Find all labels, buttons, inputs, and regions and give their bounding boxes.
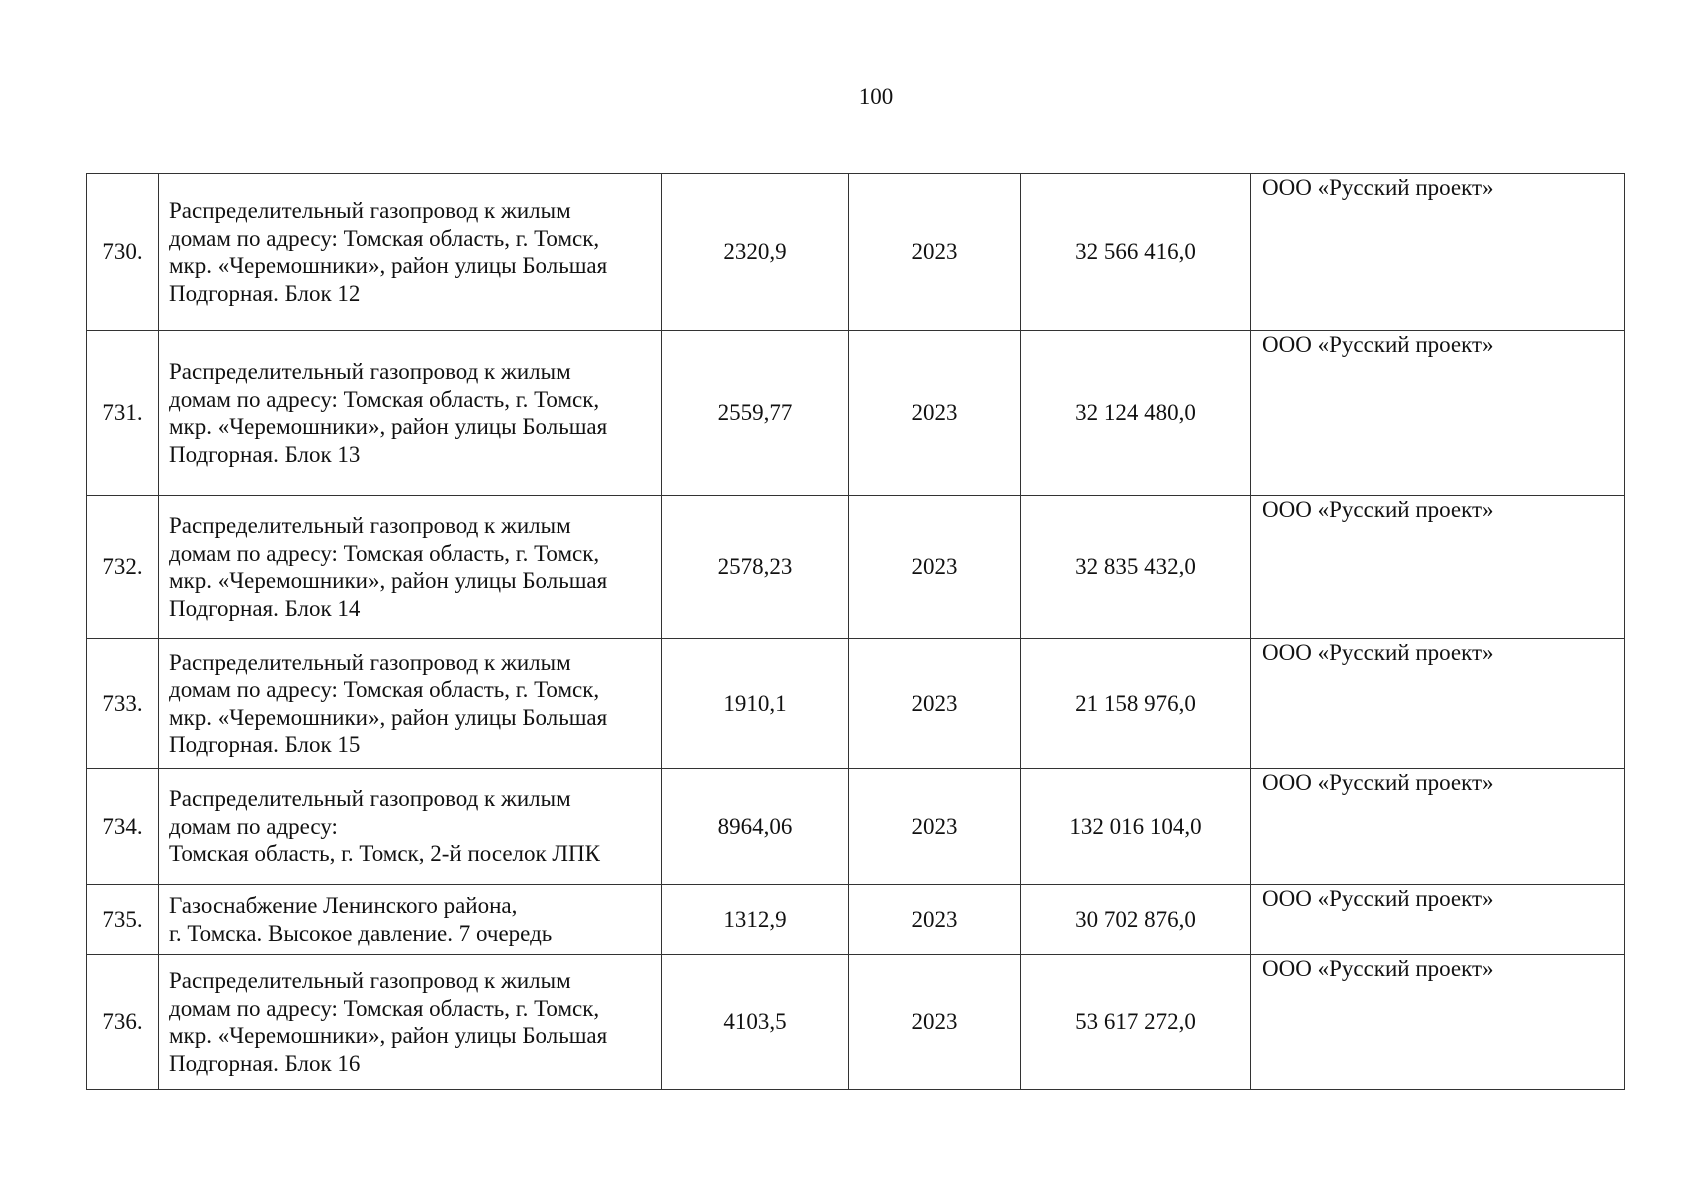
row-number: 731. (87, 331, 159, 496)
row-number: 734. (87, 769, 159, 885)
row-number: 733. (87, 639, 159, 769)
object-name-line: Распределительный газопровод к жилым (169, 513, 571, 538)
year-cell: 2023 (849, 331, 1021, 496)
cost-cell: 21 158 976,0 (1021, 639, 1251, 769)
object-name (159, 955, 662, 1090)
object-name-line: Распределительный газопровод к жилым (169, 786, 571, 812)
object-name-line: Распределительный газопровод к жилым (169, 968, 571, 993)
year-cell: 2023 (849, 496, 1021, 639)
object-name (159, 885, 662, 955)
object-name-line: мкр. «Черемошники», район улицы Большая (169, 704, 608, 730)
object-name-line: мкр. «Черемошники», район улицы Большая (169, 414, 608, 439)
object-name-line: Газоснабжение Ленинского района, (169, 893, 518, 918)
row-number: 735. (87, 885, 159, 955)
object-name (159, 639, 662, 769)
table-row (87, 639, 1625, 769)
organization-cell: ООО «Русский проект» (1251, 769, 1625, 885)
object-name (159, 496, 662, 639)
length-cell: 1910,1 (662, 639, 849, 769)
length-cell: 2559,77 (662, 331, 849, 496)
organization-cell: ООО «Русский проект» (1251, 639, 1625, 769)
object-name-line: г. Томска. Высокое давление. 7 очередь (169, 920, 553, 946)
object-name-line: Подгорная. Блок 16 (169, 1050, 361, 1076)
organization-cell: ООО «Русский проект» (1251, 496, 1625, 639)
projects-table (86, 173, 1625, 1090)
row-number: 730. (87, 174, 159, 331)
length-cell: 2320,9 (662, 174, 849, 331)
object-name-line: Подгорная. Блок 12 (169, 280, 361, 306)
length-cell: 1312,9 (662, 885, 849, 955)
object-name-line: домам по адресу: Томская область, г. Томск, (169, 677, 600, 702)
cost-cell: 32 566 416,0 (1021, 174, 1251, 331)
object-name-line: Подгорная. Блок 13 (169, 441, 361, 467)
object-name (159, 769, 662, 885)
object-name-line: Подгорная. Блок 14 (169, 595, 361, 621)
object-name-line: домам по адресу: Томская область, г. Томск, (169, 386, 600, 412)
cost-cell: 132 016 104,0 (1021, 769, 1251, 885)
row-number: 736. (87, 955, 159, 1090)
object-name-line: домам по адресу: Томская область, г. Томск, (169, 995, 600, 1021)
object-name-line: Распределительный газопровод к жилым (169, 198, 571, 223)
object-name-line: Распределительный газопровод к жилым (169, 359, 571, 384)
object-name-line: Томская область, г. Томск, 2-й поселок ЛПК (169, 841, 600, 867)
year-cell: 2023 (849, 769, 1021, 885)
organization-cell: ООО «Русский проект» (1251, 331, 1625, 496)
table-row (87, 331, 1625, 496)
year-cell: 2023 (849, 639, 1021, 769)
object-name-line: домам по адресу: (169, 813, 338, 839)
page-number: 100 (858, 84, 894, 109)
table-row (87, 955, 1625, 1090)
object-name-line: Подгорная. Блок 15 (169, 732, 361, 757)
organization-cell: ООО «Русский проект» (1251, 885, 1625, 955)
organization-cell: ООО «Русский проект» (1251, 174, 1625, 331)
object-name-line: Распределительный газопровод к жилым (169, 649, 571, 675)
year-cell: 2023 (849, 955, 1021, 1090)
row-number: 732. (87, 496, 159, 639)
year-cell: 2023 (849, 885, 1021, 955)
table-row (87, 885, 1625, 955)
cost-cell: 30 702 876,0 (1021, 885, 1251, 955)
object-name-line: мкр. «Черемошники», район улицы Большая (169, 568, 608, 593)
table-row (87, 769, 1625, 885)
organization-cell: ООО «Русский проект» (1251, 955, 1625, 1090)
length-cell: 2578,23 (662, 496, 849, 639)
cost-cell: 32 124 480,0 (1021, 331, 1251, 496)
object-name (159, 331, 662, 496)
cost-cell: 53 617 272,0 (1021, 955, 1251, 1090)
object-name (159, 174, 662, 331)
cost-cell: 32 835 432,0 (1021, 496, 1251, 639)
object-name-line: домам по адресу: Томская область, г. Томск, (169, 540, 600, 566)
length-cell: 8964,06 (662, 769, 849, 885)
object-name-line: мкр. «Черемошники», район улицы Большая (169, 1023, 608, 1048)
table-row (87, 496, 1625, 639)
object-name-line: домам по адресу: Томская область, г. Томск, (169, 225, 600, 251)
year-cell: 2023 (849, 174, 1021, 331)
length-cell: 4103,5 (662, 955, 849, 1090)
object-name-line: мкр. «Черемошники», район улицы Большая (169, 253, 608, 278)
table-row (87, 174, 1625, 331)
